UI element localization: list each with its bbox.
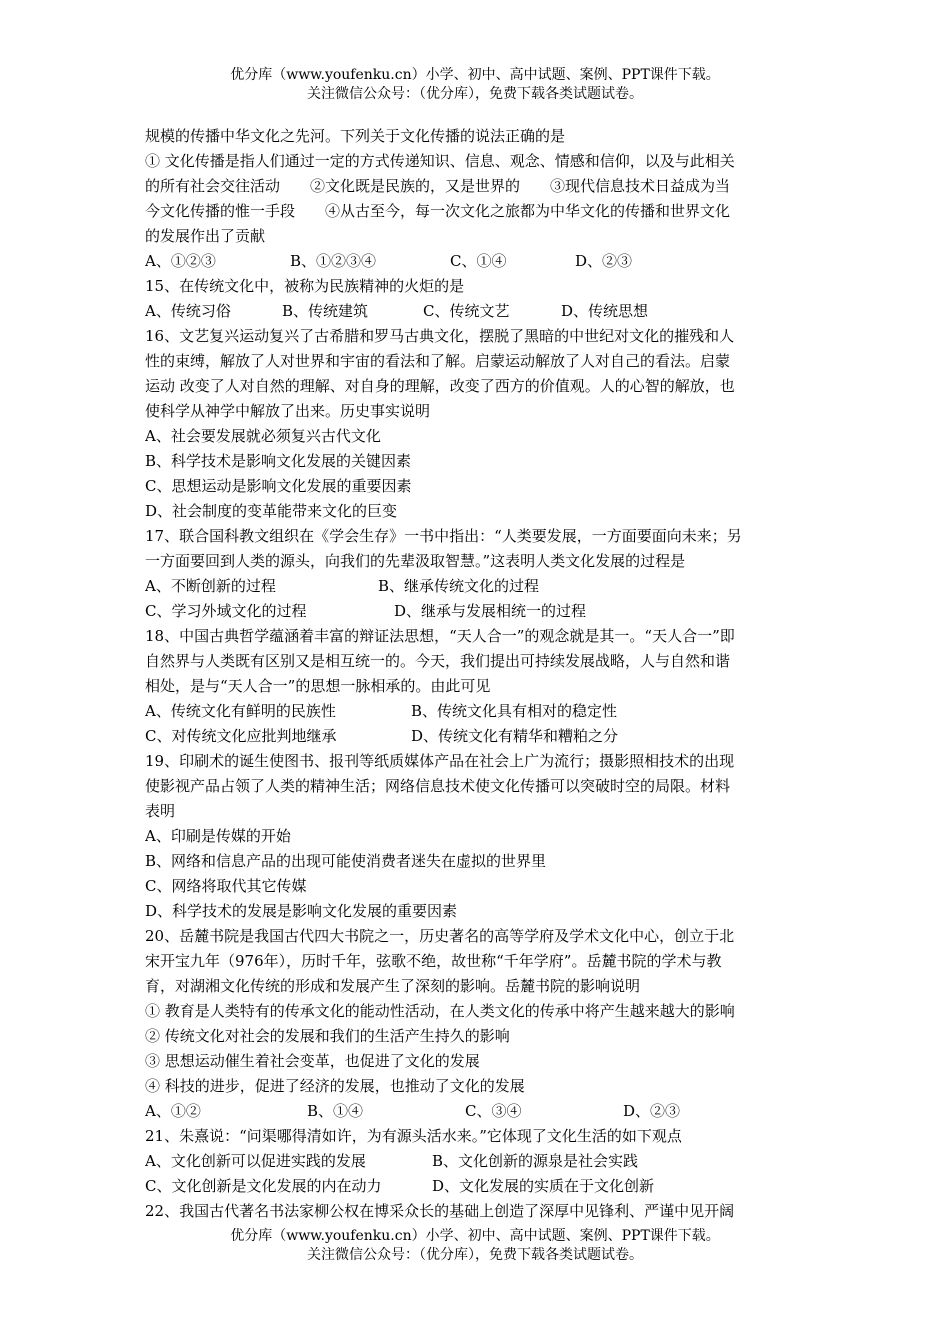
q20-options (145, 1099, 807, 1124)
q17-line: 一方面要回到人类的源头，向我们的先辈汲取智慧。”这表明人类文化发展的过程是 (145, 552, 686, 570)
q16-option-d: D、社会制度的变革能带来文化的巨变 (145, 502, 398, 520)
q21-option-d: D、文化发展的实质在于文化创新 (432, 1177, 655, 1195)
q20-option-a: A、①② (145, 1102, 201, 1120)
q16-option-a: A、社会要发展就必须复兴古代文化 (145, 427, 381, 445)
q21-option-a: A、文化创新可以促进实践的发展 (145, 1152, 366, 1170)
page-footer (0, 1227, 950, 1265)
q16-option-b: B、科学技术是影响文化发展的关键因素 (145, 452, 412, 470)
q20-statement-2: ② 传统文化对社会的发展和我们的生活产生持久的影响 (145, 1027, 510, 1045)
footer-line-2: 关注微信公众号：（优分库），免费下载各类试题试卷。 (307, 1247, 643, 1263)
q18-option-b: B、传统文化具有相对的稳定性 (411, 702, 618, 720)
q18-options-row-1 (145, 699, 807, 724)
q16-option-c: C、思想运动是影响文化发展的重要因素 (145, 477, 412, 495)
q19-line: 使影视产品占领了人类的精神生活；网络信息技术使文化传播可以突破时空的局限。材料 (145, 777, 731, 795)
footer-line-1: 优分库（www.youfenku.cn）小学、初中、高中试题、案例、PPT课件下载。 (230, 1228, 720, 1244)
q14-option-d: D、②③ (575, 252, 633, 270)
q15-option-a: A、传统习俗 (145, 302, 231, 320)
q21-options-row-1 (145, 1149, 807, 1174)
q21-option-b: B、文化创新的源泉是社会实践 (432, 1152, 639, 1170)
q14-option-a: A、①②③ (145, 252, 216, 270)
q19-option-d: D、科学技术的发展是影响文化发展的重要因素 (145, 902, 458, 920)
q17-option-d: D、继承与发展相统一的过程 (394, 602, 587, 620)
q16-line: 使科学从神学中解放了出来。历史事实说明 (145, 402, 431, 420)
q18-option-a: A、传统文化有鲜明的民族性 (145, 702, 336, 720)
q19-option-b: B、网络和信息产品的出现可能使消费者迷失在虚拟的世界里 (145, 852, 547, 870)
header-line-2: 关注微信公众号：（优分库），免费下载各类试题试卷。 (307, 86, 643, 102)
q17-options-row-2 (145, 599, 807, 624)
q15-option-b: B、传统建筑 (282, 302, 369, 320)
q18-line: 18、中国古典哲学蕴涵着丰富的辩证法思想，“天人合一”的观念就是其一。“天人合一”即 (145, 627, 735, 645)
q20-line: 育，对湖湘文化传统的形成和发展产生了深刻的影响。岳麓书院的影响说明 (145, 977, 641, 995)
q20-option-c: C、③④ (465, 1102, 522, 1120)
q14-options (145, 249, 807, 274)
q17-option-b: B、继承传统文化的过程 (378, 577, 540, 595)
q14-line: 的所有社会交往活动 ②文化既是民族的，又是世界的 ③现代信息技术日益成为当 (145, 177, 731, 195)
q20-line: 宋开宝九年（976年），历时千年，弦歌不绝，故世称“千年学府”。岳麓书院的学术与教 (145, 952, 722, 970)
q14-line: 今文化传播的惟一手段 ④从古至今，每一次文化之旅都为中华文化的传播和世界文化 (145, 202, 731, 220)
q21-options-row-2 (145, 1174, 807, 1199)
q15-option-c: C、传统文艺 (423, 302, 510, 320)
q17-option-a: A、不断创新的过程 (145, 577, 276, 595)
q18-option-d: D、传统文化有精华和糟粕之分 (411, 727, 619, 745)
q18-line: 相处，是与“天人合一”的思想一脉相承的。由此可见 (145, 677, 491, 695)
header-line-1: 优分库（www.youfenku.cn）小学、初中、高中试题、案例、PPT课件下载。 (230, 67, 720, 83)
q17-options-row-1 (145, 574, 807, 599)
q20-option-b: B、①④ (307, 1102, 364, 1120)
q20-statement-3: ③ 思想运动催生着社会变革，也促进了文化的发展 (145, 1052, 480, 1070)
q21-stem: 21、朱熹说：“问渠哪得清如许，为有源头活水来。”它体现了文化生活的如下观点 (145, 1127, 682, 1145)
document-body (145, 124, 807, 1224)
q20-statement-4: ④ 科技的进步，促进了经济的发展，也推动了文化的发展 (145, 1077, 525, 1095)
q14-option-c: C、①④ (450, 252, 507, 270)
q20-statement-1: ① 教育是人类特有的传承文化的能动性活动，在人类文化的传承中将产生越来越大的影响 (145, 1002, 735, 1020)
q15-options (145, 299, 807, 324)
q19-option-c: C、网络将取代其它传媒 (145, 877, 307, 895)
q17-line: 17、联合国科教文组织在《学会生存》一书中指出：“人类要发展，一方面要面向未来；另 (145, 527, 742, 545)
q14-option-b: B、①②③④ (290, 252, 377, 270)
q22-stem: 22、我国古代著名书法家柳公权在博采众长的基础上创造了深厚中见锋利、严谨中见开阔 (145, 1202, 735, 1220)
q20-option-d: D、②③ (623, 1102, 681, 1120)
q17-option-c: C、学习外域文化的过程 (145, 602, 307, 620)
q16-line: 16、文艺复兴运动复兴了古希腊和罗马古典文化，摆脱了黑暗的中世纪对文化的摧残和人 (145, 327, 735, 345)
page-header (0, 66, 950, 104)
q18-option-c: C、对传统文化应批判地继承 (145, 727, 337, 745)
q19-line: 19、印刷术的诞生使图书、报刊等纸质媒体产品在社会上广为流行；摄影照相技术的出现 (145, 752, 735, 770)
q16-line: 性的束缚，解放了人对世界和宇宙的看法和了解。启蒙运动解放了人对自己的看法。启蒙 (145, 352, 731, 370)
q18-line: 自然界与人类既有区别又是相互统一的。今天，我们提出可持续发展战略，人与自然和谐 (145, 652, 731, 670)
q16-line: 运动 改变了人对自然的理解、对自身的理解，改变了西方的价值观。人的心智的解放，也 (145, 377, 735, 395)
q15-option-d: D、传统思想 (561, 302, 649, 320)
q14-line: 的发展作出了贡献 (145, 227, 266, 245)
q14-line: 规模的传播中华文化之先河。下列关于文化传播的说法正确的是 (145, 127, 566, 145)
q19-line: 表明 (145, 802, 176, 820)
q15-stem: 15、在传统文化中，被称为民族精神的火炬的是 (145, 277, 465, 295)
q20-line: 20、岳麓书院是我国古代四大书院之一，历史著名的高等学府及学术文化中心，创立于北 (145, 927, 735, 945)
q19-option-a: A、印刷是传媒的开始 (145, 827, 291, 845)
q14-line: ① 文化传播是指人们通过一定的方式传递知识、信息、观念、情感和信仰，以及与此相关 (145, 152, 735, 170)
q21-option-c: C、文化创新是文化发展的内在动力 (145, 1177, 382, 1195)
q18-options-row-2 (145, 724, 807, 749)
